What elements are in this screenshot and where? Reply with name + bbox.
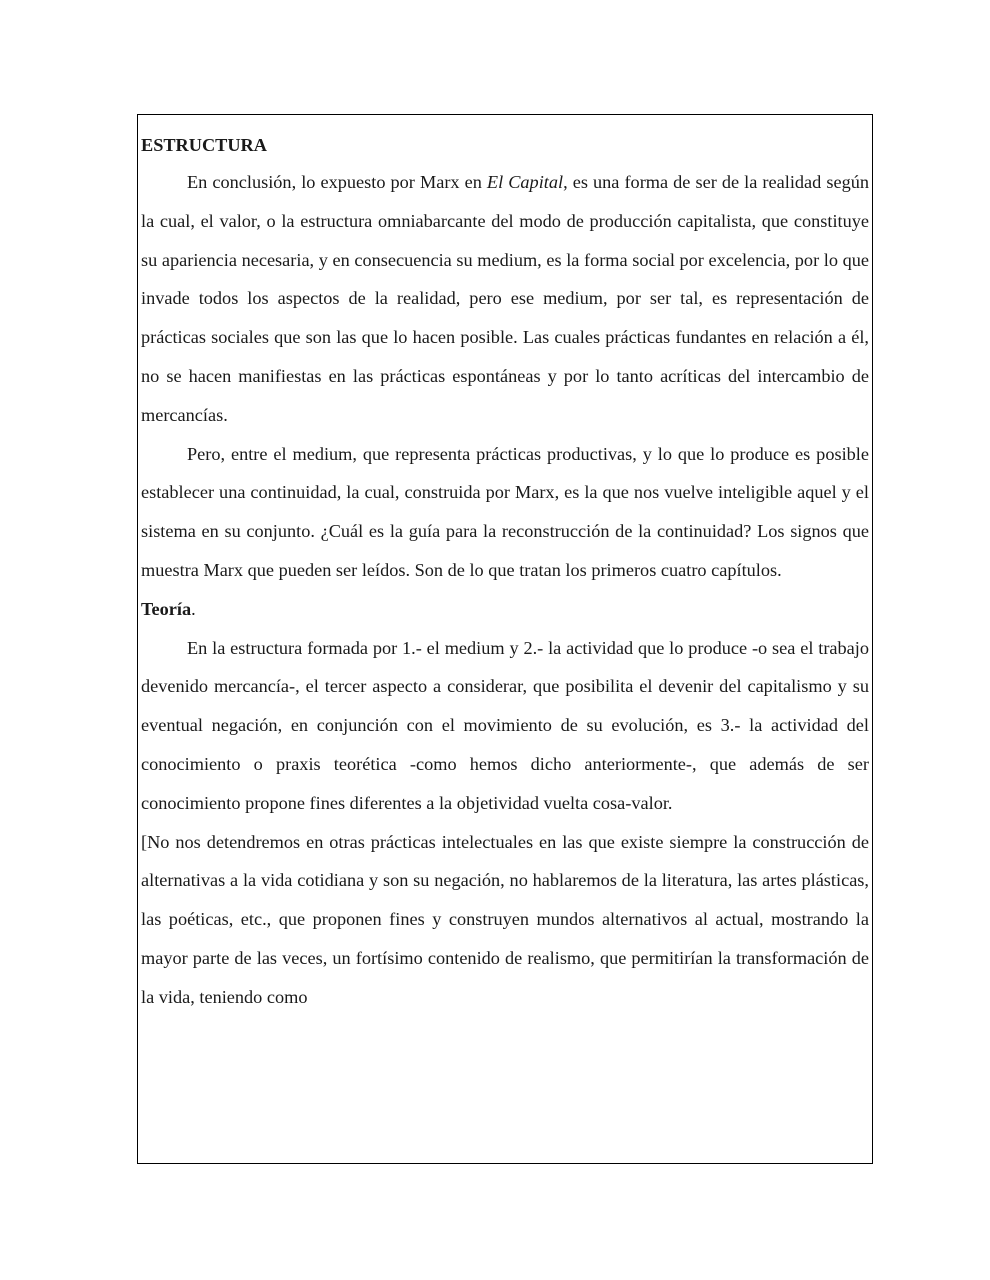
paragraph-text: , es una forma de ser de la realidad según la cual, el valor, o la estructura omniabarcante del modo de producción capitalista, que constituye su apariencia necesaria, y en consecuencia su medium, es la forma social por excelencia, por lo que invade todos los aspectos de la realidad, pero ese medium, por ser tal, es representación de prácticas sociales que son las que lo hacen posible. Las cuales prácticas fundantes en relación a él, no se hacen manifiestas en las prácticas espontáneas y por lo tanto acríticas del intercambio de mercancías. xyxy=(141,172,870,425)
heading-suffix: . xyxy=(191,598,196,619)
paragraph-practicas-intelectuales: [No nos detendremos en otras prácticas intelectuales en las que existe siempre la construcción de alternativas a la vida cotidiana y son su negación, no hablaremos de la literatura, las artes plásticas, las poéticas, etc., que proponen fines y construyen mundos alternativos al actual, mostrando la mayor parte de las veces, un fortísimo contenido de realismo, que permitirían la transformación de la vida, teniendo como xyxy=(141,831,869,1007)
section-heading-estructura: ESTRUCTURA xyxy=(141,135,267,155)
paragraph-estructura-formada: En la estructura formada por 1.- el medium y 2.- la actividad que lo produce -o sea el trabajo devenido mercancía-, el tercer aspecto a considerar, que posibilita el devenir del capitalismo y su eventual negación, en conjunción con el movimiento de su evolución, es 3.- la actividad del conocimiento o praxis teorética -como hemos dicho anteriormente-, que además de ser conocimiento propone fines diferentes a la objetividad vuelta cosa-valor. xyxy=(141,637,869,813)
text-box-frame xyxy=(137,114,873,1164)
document-body xyxy=(141,127,869,1017)
book-title-italic: El Capital xyxy=(486,172,564,192)
section-heading-teoria xyxy=(141,590,869,629)
paragraph-conclusion xyxy=(141,163,869,435)
heading-text: Teoría xyxy=(141,598,192,619)
paragraph-text: En conclusión, lo expuesto por Marx en xyxy=(187,172,487,192)
paragraph-continuidad: Pero, entre el medium, que representa prácticas productivas, y lo que lo produce es posible establecer una continuidad, la cual, construida por Marx, es la que nos vuelve inteligible aquel y el sistema en su conjunto. ¿Cuál es la guía para la reconstrucción de la continuidad? Los signos que muestra Marx que pueden ser leídos. Son de lo que tratan los primeros cuatro capítulos. xyxy=(141,443,869,580)
